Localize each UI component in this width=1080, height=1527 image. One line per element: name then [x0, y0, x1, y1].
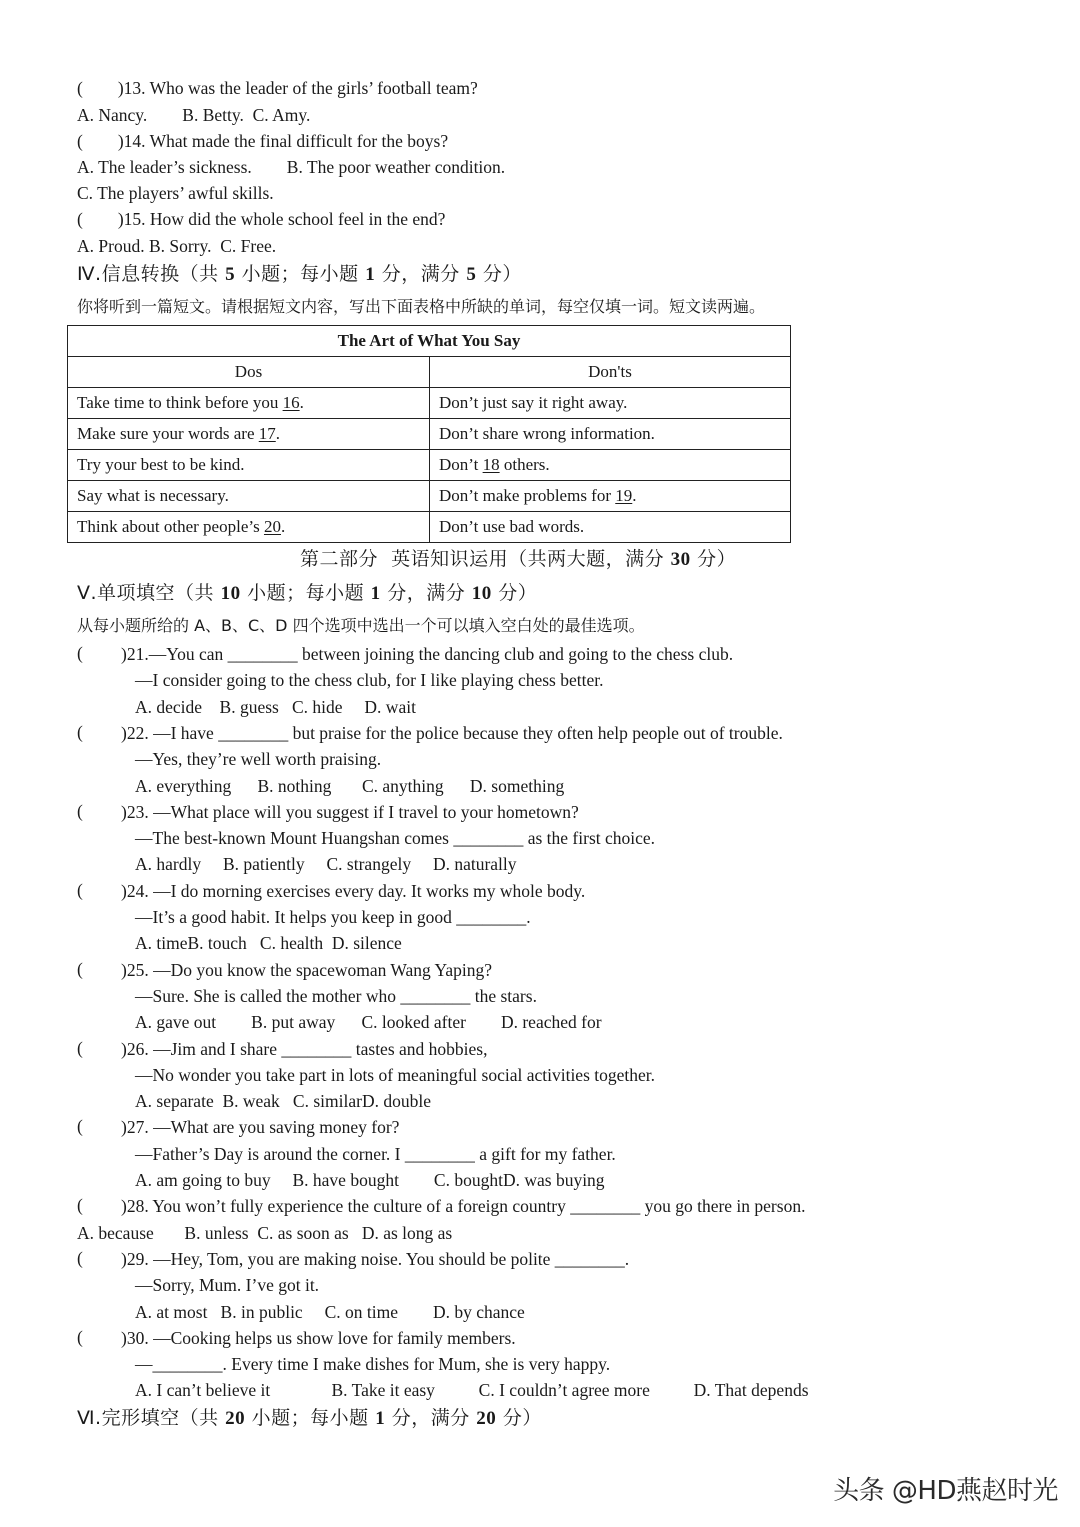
question-line: A. I can’t believe it B. Take it easy C. I couldn’t agree more D. That depends	[135, 1380, 809, 1400]
blank-18[interactable]: 18	[482, 455, 500, 474]
question-line: —Father’s Day is around the corner. I ________ a gift for my father.	[135, 1144, 616, 1164]
blank-19[interactable]: 19	[615, 486, 633, 505]
question-15: ( )15. How did the whole school feel in the end?	[77, 209, 446, 229]
question-15-options: A. Proud. B. Sorry. C. Free.	[77, 236, 277, 256]
art-of-what-you-say-table	[67, 325, 791, 543]
question-line: A. timeB. touch C. health D. silence	[135, 933, 402, 953]
question-14-options-a-b: A. The leader’s sickness. B. The poor weather condition.	[77, 157, 506, 177]
table-title: The Art of What You Say	[68, 326, 791, 357]
section-4-instruction: 你将听到一篇短文。请根据短文内容，写出下面表格中所缺的单词，每空仅填一词。短文读两遍。	[77, 297, 766, 316]
question-line: —Yes, they’re well worth praising.	[135, 749, 382, 769]
answer-paren[interactable]: (	[77, 1038, 83, 1058]
question-line: —Sure. She is called the mother who ________ the stars.	[135, 986, 537, 1006]
question-options: A. because B. unless C. as soon as D. as long as	[77, 1223, 453, 1243]
section-5-heading: Ⅴ.单项填空（共 10 小题；每小题 1 分，满分 10 分）	[77, 582, 538, 604]
watermark: 头条 @HD燕赵时光	[833, 1476, 1058, 1506]
question-stem: )27. —What are you saving money for?	[121, 1117, 400, 1137]
section-5-instruction: 从每小题所给的 A、B、C、D 四个选项中选出一个可以填入空白处的最佳选项。	[77, 616, 645, 635]
part-2-heading: 第二部分 英语知识运用（共两大题，满分 30 分）	[300, 548, 737, 570]
section-4-heading: Ⅳ.信息转换（共 5 小题；每小题 1 分，满分 5 分）	[77, 263, 522, 285]
answer-paren[interactable]: (	[77, 959, 83, 979]
question-line: —The best-known Mount Huangshan comes ________ as the first choice.	[135, 828, 656, 848]
dos-cell: Make sure your words are 17.	[68, 419, 430, 450]
question-line: —Sorry, Mum. I’ve got it.	[135, 1275, 320, 1295]
answer-paren[interactable]: (	[77, 880, 83, 900]
col-header-dos: Dos	[68, 357, 430, 388]
donts-cell: Don’t just say it right away.	[430, 388, 791, 419]
table-row	[68, 512, 791, 543]
dos-cell: Think about other people’s 20.	[68, 512, 430, 543]
question-line: A. everything B. nothing C. anything D. something	[135, 776, 565, 796]
answer-paren[interactable]: (	[77, 1116, 83, 1136]
question-stem: )29. —Hey, Tom, you are making noise. You should be polite ________.	[121, 1249, 630, 1269]
table-row	[68, 419, 791, 450]
question-line: A. gave out B. put away C. looked after D. reached for	[135, 1012, 602, 1032]
question-line: —I consider going to the chess club, for I like playing chess better.	[135, 670, 604, 690]
col-header-donts: Don'ts	[430, 357, 791, 388]
question-stem: )24. —I do morning exercises every day. It works my whole body.	[121, 881, 586, 901]
answer-paren[interactable]: (	[77, 643, 83, 663]
question-14: ( )14. What made the final difficult for the boys?	[77, 131, 449, 151]
answer-paren[interactable]: (	[77, 801, 83, 821]
question-line: —It’s a good habit. It helps you keep in good ________.	[135, 907, 531, 927]
table-row	[68, 450, 791, 481]
question-stem: )25. —Do you know the spacewoman Wang Yaping?	[121, 960, 493, 980]
section-6-heading: Ⅵ.完形填空（共 20 小题；每小题 1 分，满分 20 分）	[77, 1407, 542, 1429]
question-line: A. decide B. guess C. hide D. wait	[135, 697, 416, 717]
question-line: A. separate B. weak C. similarD. double	[135, 1091, 431, 1111]
answer-paren[interactable]: (	[77, 1327, 83, 1347]
question-stem: )30. —Cooking helps us show love for family members.	[121, 1328, 516, 1348]
dos-cell: Say what is necessary.	[68, 481, 430, 512]
question-stem: )22. —I have ________ but praise for the police because they often help people out of trouble.	[121, 723, 783, 743]
table-row	[68, 481, 791, 512]
donts-cell: Don’t share wrong information.	[430, 419, 791, 450]
answer-paren[interactable]: (	[77, 1248, 83, 1268]
question-14-options-c: C. The players’ awful skills.	[77, 183, 274, 203]
question-stem: )23. —What place will you suggest if I travel to your hometown?	[121, 802, 579, 822]
answer-paren[interactable]: (	[77, 722, 83, 742]
donts-cell: Don’t 18 others.	[430, 450, 791, 481]
question-13-options: A. Nancy. B. Betty. C. Amy.	[77, 105, 311, 125]
dos-cell: Try your best to be kind.	[68, 450, 430, 481]
table-row	[68, 388, 791, 419]
question-stem: )26. —Jim and I share ________ tastes and hobbies,	[121, 1039, 488, 1059]
question-line: A. am going to buy B. have bought C. boughtD. was buying	[135, 1170, 605, 1190]
question-line: A. at most B. in public C. on time D. by chance	[135, 1302, 525, 1322]
blank-16[interactable]: 16	[282, 393, 300, 412]
question-stem: )21.—You can ________ between joining the dancing club and going to the chess club.	[121, 644, 734, 664]
donts-cell: Don’t use bad words.	[430, 512, 791, 543]
answer-paren[interactable]: (	[77, 1195, 83, 1215]
question-line: —________. Every time I make dishes for Mum, she is very happy.	[135, 1354, 611, 1374]
blank-20[interactable]: 20	[263, 517, 281, 536]
dos-cell: Take time to think before you 16.	[68, 388, 430, 419]
question-stem: )28. You won’t fully experience the culture of a foreign country ________ you go there in person.	[121, 1196, 806, 1216]
question-line: —No wonder you take part in lots of meaningful social activities together.	[135, 1065, 656, 1085]
question-line: A. hardly B. patiently C. strangely D. naturally	[135, 854, 517, 874]
blank-17[interactable]: 17	[258, 424, 276, 443]
donts-cell: Don’t make problems for 19.	[430, 481, 791, 512]
question-13: ( )13. Who was the leader of the girls’ football team?	[77, 78, 478, 98]
